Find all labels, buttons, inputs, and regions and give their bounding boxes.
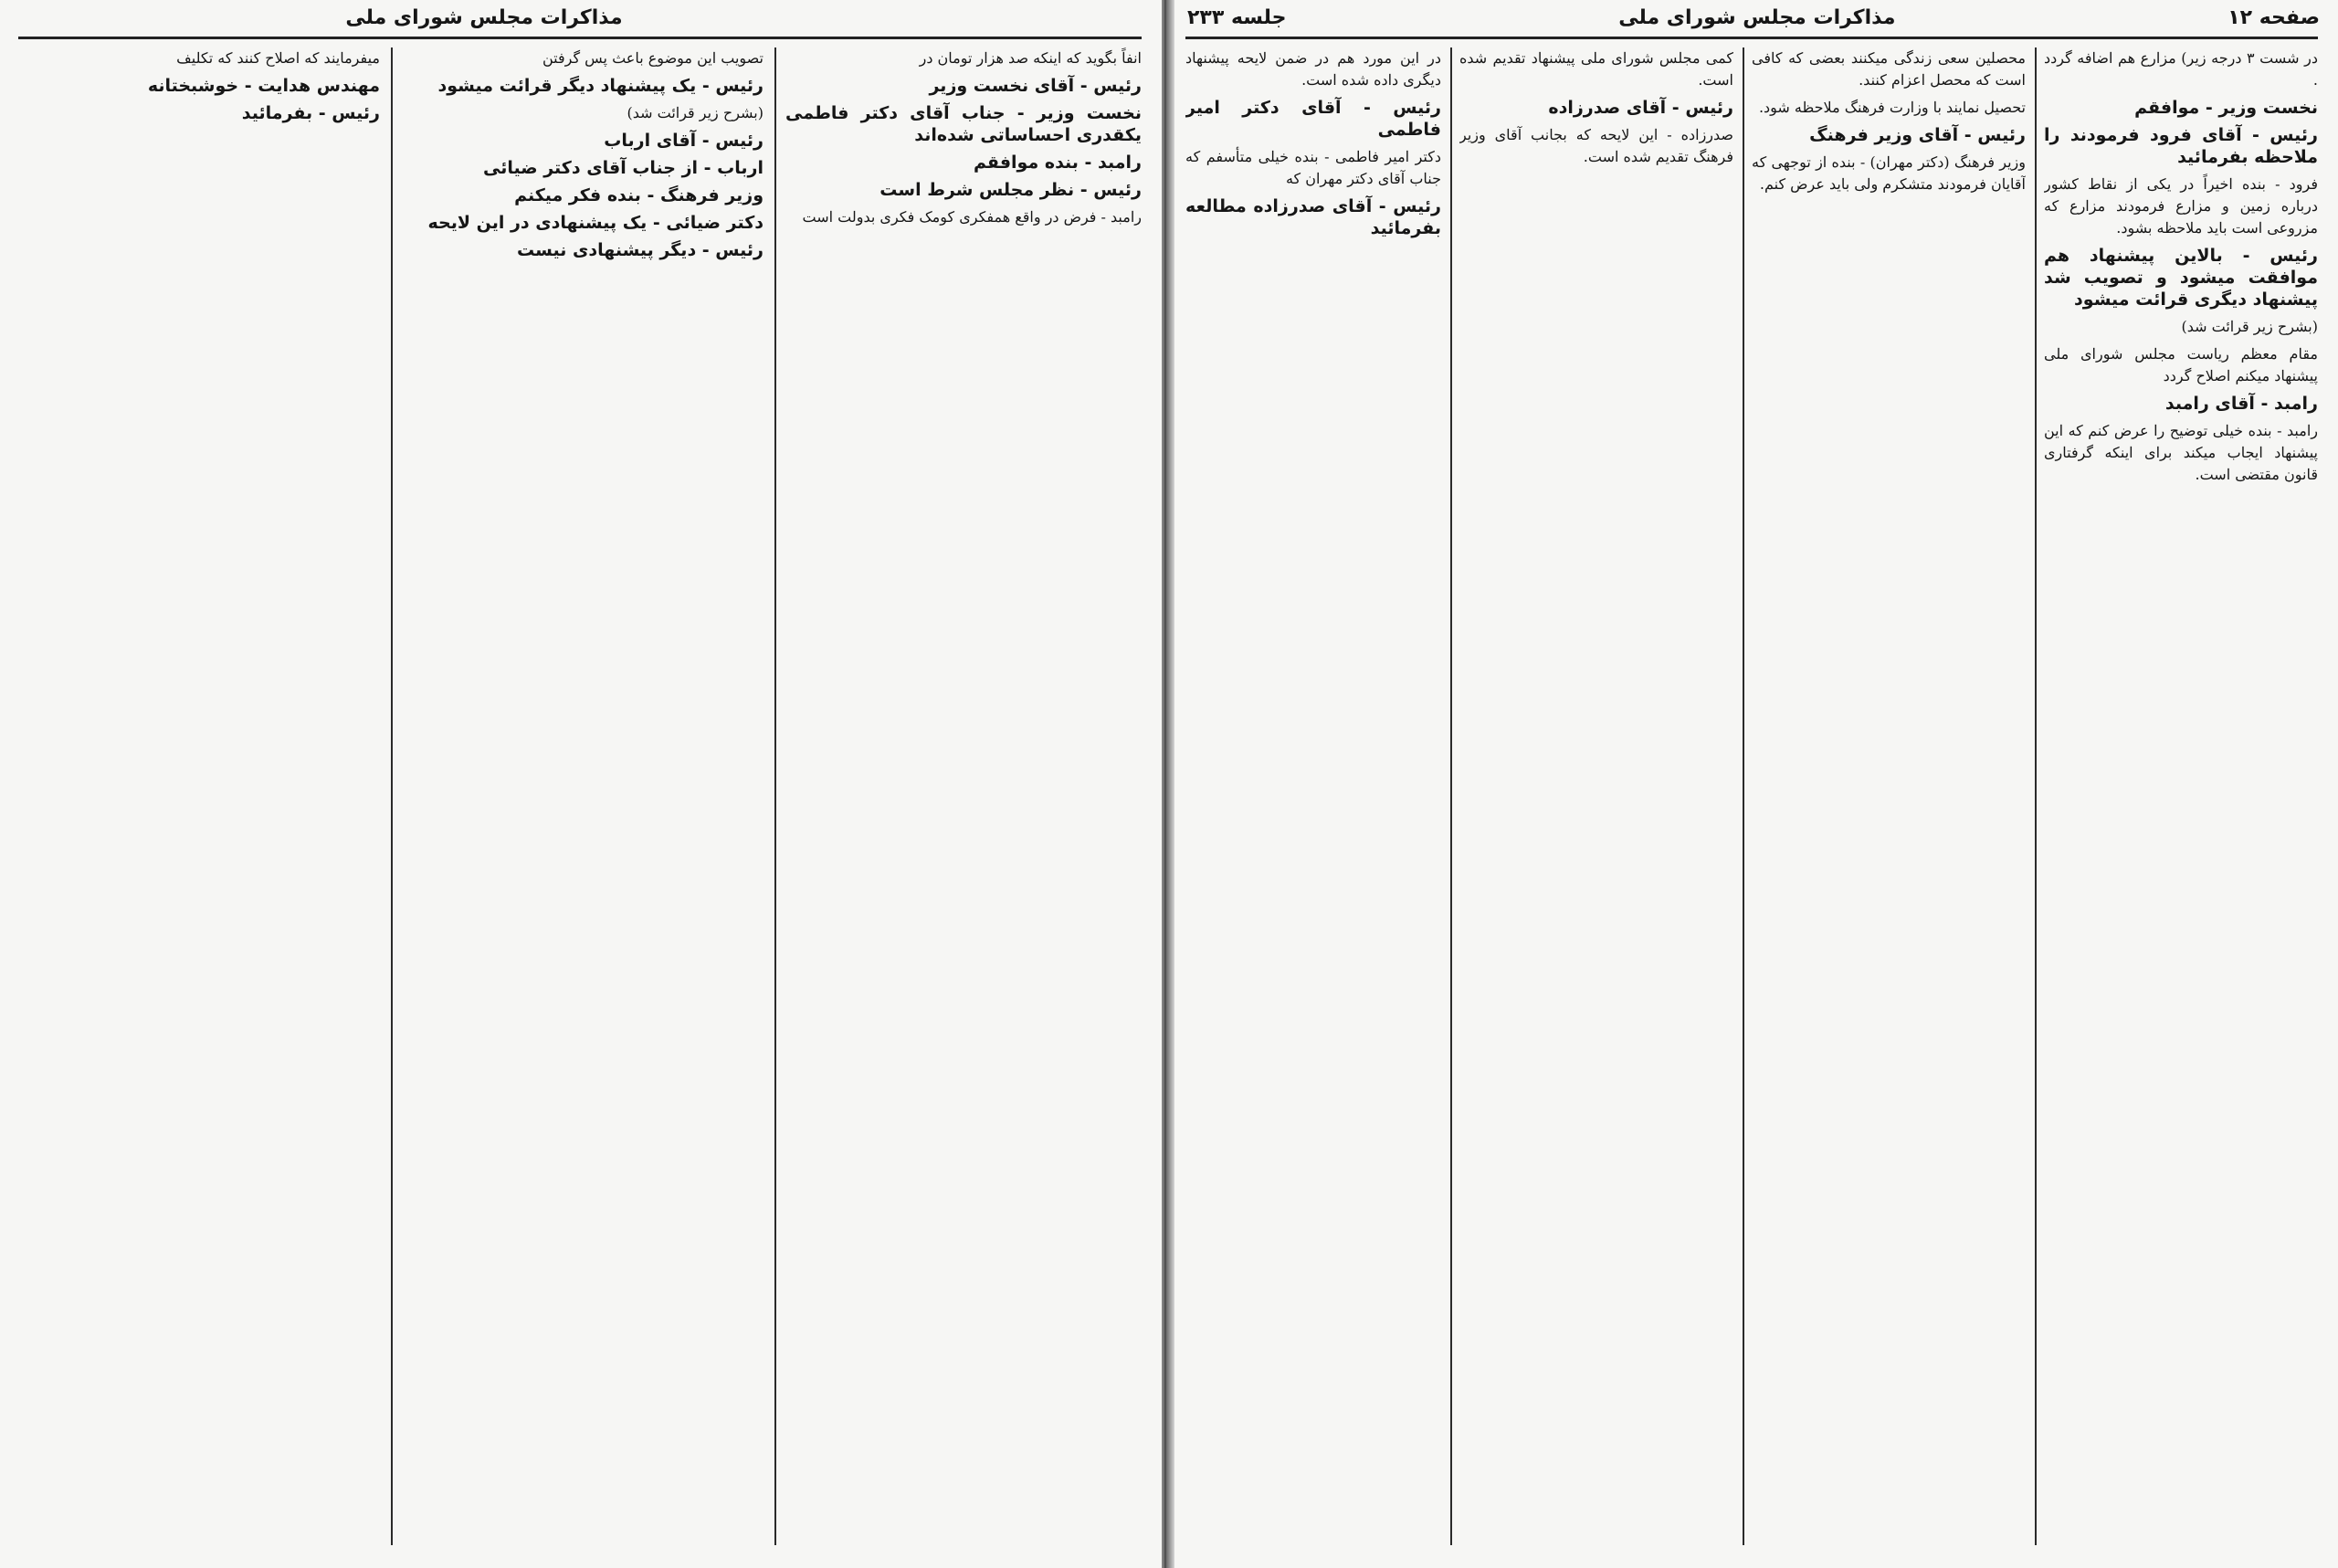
left-col-1 [785, 47, 1142, 1545]
text-line: مقام معظم ریاست مجلس شورای ملی پیشنهاد میکنم اصلاح گردد [2044, 345, 2318, 384]
speaker-name: رئیس - آقای فرود فرمودند را ملاحظه بفرمائید [2044, 125, 2318, 167]
speaker-name: رامبد - بنده موافقم [974, 153, 1142, 173]
speaker-name: نخست وزیر - جناب آقای دکتر فاطمی یکقدری احساساتی شده‌اند [785, 103, 1142, 145]
column-divider [1743, 47, 1744, 1545]
running-title: مذاکرات مجلس شورای ملی [345, 5, 623, 29]
text-line: میفرمایند که اصلاح کنند که تکلیف [176, 49, 380, 67]
speaker-name: دکتر ضیائی - یک پیشنهادی در این لایحه [427, 213, 764, 233]
speaker-name: رئیس - آقای صدرزاده مطالعه بفرمائید [1185, 196, 1441, 238]
speaker-name: رئیس - دیگر پیشنهادی نیست [517, 240, 764, 260]
speaker-name: رئیس - آقای دکتر امیر فاطمی [1185, 98, 1441, 140]
header-rule [1185, 37, 2318, 39]
speaker-name: رئیس - بفرمائید [241, 103, 380, 123]
right-page-header [1187, 2, 2320, 33]
text-line: در شست ۳ درجه زیر) مزارع هم اضافه گردد . [2044, 49, 2318, 89]
text-line: دکتر امیر فاطمی - بنده خیلی متأسفم که جناب آقای دکتر مهران که [1185, 148, 1441, 187]
column-divider [1450, 47, 1452, 1545]
text-line: تصویب این موضوع باعث پس گرفتن [542, 49, 764, 67]
text-line: رامبد - فرض در واقع همفکری کومک فکری بدولت است [802, 208, 1142, 226]
session-label: جلسه ۲۳۳ [1187, 5, 1287, 29]
speaker-name: رامبد - آقای رامبد [2164, 394, 2318, 414]
text-line: وزیر فرهنگ (دکتر مهران) - بنده از توجهی که آقایان فرمودند متشکرم ولی باید عرض کنم. [1752, 153, 2026, 193]
column-divider [774, 47, 776, 1545]
right-col-4 [1185, 47, 1441, 1545]
speaker-name: رئیس - آقای صدرزاده [1548, 98, 1733, 118]
speaker-name: وزیر فرهنگ - بنده فکر میکنم [514, 185, 764, 205]
running-title: مذاکرات مجلس شورای ملی [1618, 5, 1896, 29]
right-col-3 [1459, 47, 1733, 1545]
right-page [1167, 0, 2338, 1568]
text-line: کمی مجلس شورای ملی پیشنهاد تقدیم شده است. [1459, 49, 1733, 89]
speaker-name: رئیس - آقای ارباب [604, 131, 764, 151]
column-divider [391, 47, 393, 1545]
left-page [0, 0, 1162, 1568]
page-number: صفحه ۱۲ [2227, 5, 2320, 29]
text-line: (بشرح زیر قرائت شد) [627, 104, 764, 121]
right-col-2 [1752, 47, 2026, 1545]
speaker-name: نخست وزیر - موافقم [2134, 98, 2318, 118]
text-line: تحصیل نمایند با وزارت فرهنگ ملاحظه شود. [1758, 99, 2026, 116]
speaker-name: رئیس - یک پیشنهاد دیگر قرائت میشود [437, 76, 764, 96]
left-col-2 [402, 47, 764, 1545]
left-col-3 [18, 47, 380, 1545]
speaker-name: مهندس هدایت - خوشبختانه [147, 76, 380, 96]
speaker-name: رئیس - آقای نخست وزیر [929, 76, 1142, 96]
text-line: صدرزاده - این لایحه که بجانب آقای وزیر فرهنگ تقدیم شده است. [1459, 126, 1733, 165]
text-line: رامبد - بنده خیلی توضیح را عرض کنم که این پیشنهاد ایجاب میکند برای اینکه گرفتاری قانون مقتضی است. [2044, 422, 2318, 483]
speaker-name: رئیس - آقای وزیر فرهنگ [1809, 125, 2026, 145]
header-rule [18, 37, 1142, 39]
right-col-1 [2044, 47, 2318, 1545]
text-line: محصلین سعی زندگی میکنند بعضی که کافی است که محصل اعزام کنند. [1752, 49, 2026, 89]
speaker-name: رئیس - بالاین پیشنهاد هم موافقت میشود و تصویب شد پیشنهاد دیگری قرائت میشود [2044, 246, 2318, 310]
text-line: (بشرح زیر قرائت شد) [2181, 318, 2318, 335]
left-page-header [301, 2, 667, 33]
speaker-name: ارباب - از جناب آقای دکتر ضیائی [483, 158, 764, 178]
speaker-name: رئیس - نظر مجلس شرط است [879, 180, 1142, 200]
text-line: انفاً بگوید که اینکه صد هزار تومان در [919, 49, 1142, 67]
text-line: فرود - بنده اخیراً در یکی از نقاط کشور درباره زمین و مزارع فرمودند مزارع که مزروعی است باید ملاحظه بشود. [2044, 175, 2318, 237]
text-line: در این مورد هم در ضمن لایحه پیشنهاد دیگری داده شده است. [1185, 49, 1441, 89]
column-divider [2035, 47, 2037, 1545]
